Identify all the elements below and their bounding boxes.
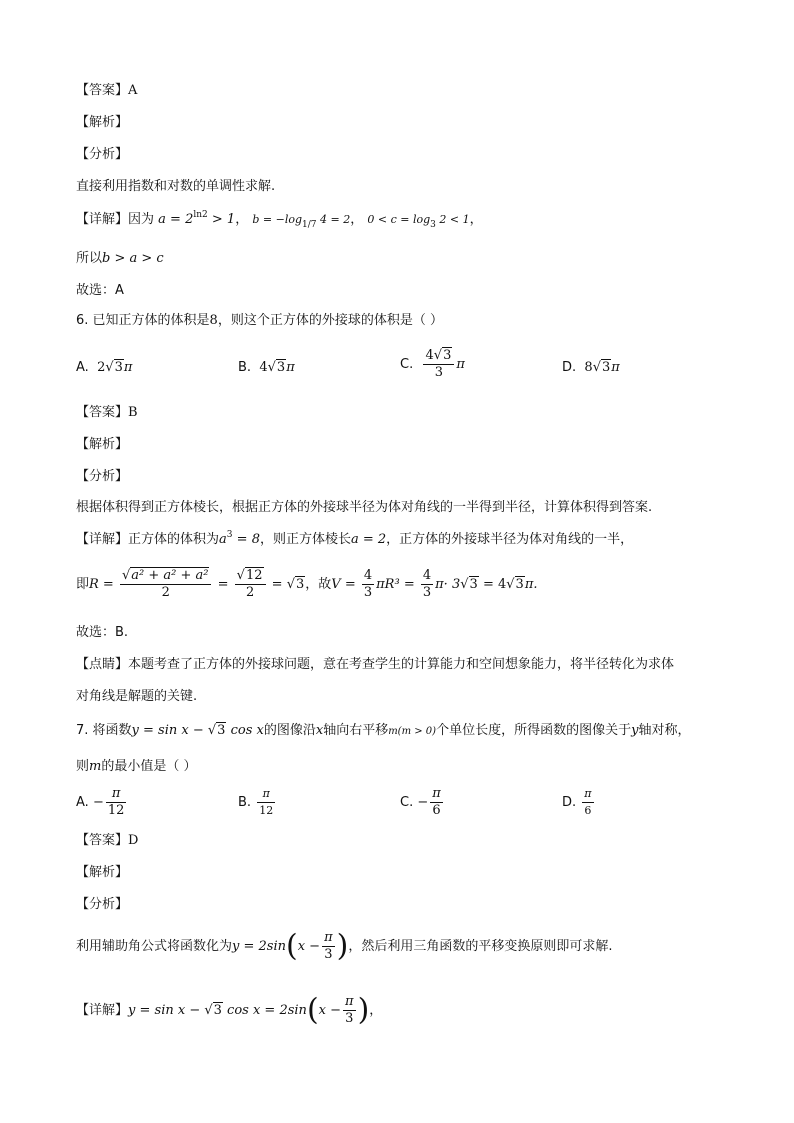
detail-tag: 【详解】 — [76, 1003, 129, 1018]
q7-option-a — [76, 786, 128, 819]
text: 则 — [76, 759, 90, 774]
expr: m(m > 0) — [388, 726, 437, 737]
answer-line-7 — [76, 832, 138, 850]
var-x: x — [315, 723, 324, 738]
option-letter: A. — [76, 795, 89, 810]
sign: − — [417, 795, 429, 810]
option-letter: B. — [238, 360, 252, 375]
q6-stem-pre: 6. 已知正方体的体积是 — [76, 313, 210, 328]
fraction: $\frac{4}{3}$ — [422, 568, 432, 600]
answer-value: B — [128, 405, 138, 420]
ji-text: 即 — [76, 577, 90, 592]
paren: ) — [336, 928, 349, 964]
expr-a: a = 2 — [158, 212, 194, 227]
answer-tag: 【答案】 — [76, 833, 129, 848]
analysis-tag-7: 【解析】 — [76, 865, 129, 880]
text: ， — [369, 1003, 383, 1018]
fraction: $\frac{\pi}{12}$ — [259, 787, 274, 817]
answer-line-5 — [76, 82, 137, 100]
equals: = — [271, 577, 283, 592]
expr-b-tail: 4 = 2 — [316, 213, 351, 226]
fraction: $\frac{\text{√a² + a² + a²}}{2}$ — [120, 568, 212, 601]
fenxi-tag-7: 【分析】 — [76, 897, 129, 912]
text: ，然后利用三角函数的平移变换原则即可求解. — [348, 939, 613, 954]
comment-line-2: 对角线是解题的关键. — [76, 689, 198, 704]
expr: cos x = 2sin — [222, 1003, 307, 1018]
option-letter: D. — [562, 795, 577, 810]
sqrt-expr: √3 — [204, 1003, 222, 1018]
gu-text: ，故 — [305, 577, 332, 592]
expr-c-base: 3 — [430, 220, 436, 230]
text: 利用辅助角公式将函数化为 — [76, 939, 233, 954]
fenxi-tag-6: 【分析】 — [76, 469, 129, 484]
answer-tag: 【答案】 — [76, 405, 129, 420]
q6-option-c — [400, 348, 465, 381]
option-letter: B. — [238, 795, 252, 810]
choose-6: 故选：B. — [76, 625, 129, 640]
paren: ( — [286, 928, 298, 964]
fraction: $\frac{\pi}{3}$ — [345, 994, 354, 1026]
option-letter: C. — [400, 357, 414, 372]
expr: x − — [318, 1003, 342, 1018]
var-m: m — [89, 759, 102, 774]
answer-line-6 — [76, 404, 138, 422]
detail-line-7 — [76, 994, 382, 1028]
q6-option-b — [238, 359, 295, 377]
expr: π. — [524, 577, 538, 592]
detail-tag: 【详解】 — [76, 212, 129, 227]
pi: π — [456, 357, 465, 372]
comment-tag: 【点睛】 — [76, 657, 129, 672]
equals: = — [217, 577, 229, 592]
fraction: $\frac{\pi}{6}$ — [584, 787, 592, 817]
q7-option-b — [238, 786, 277, 819]
option-letter: D. — [562, 360, 577, 375]
comma: ， — [350, 212, 364, 227]
detail-tag: 【详解】 — [76, 532, 129, 547]
sqrt-expr: √3 — [267, 360, 286, 375]
expr: V = — [331, 577, 356, 592]
fenxi-line-7 — [76, 930, 612, 964]
sqrt-expr: √3 — [286, 577, 305, 592]
comma: ， — [235, 212, 249, 227]
q6-stem — [76, 312, 443, 330]
answer-value: A — [128, 83, 138, 98]
choose-5: 故选：A — [76, 283, 124, 298]
sqrt-expr: √3 — [105, 360, 123, 375]
fenxi-text-5: 直接利用指数和对数的单调性求解. — [76, 179, 276, 194]
detail-line-5 — [76, 211, 483, 230]
paren: ( — [306, 992, 319, 1028]
comma: ， — [469, 212, 483, 227]
expr: x − — [297, 939, 321, 954]
pi: π — [286, 360, 295, 375]
option-coef: 4 — [259, 360, 268, 375]
q7-stem-pre: 7. 将函数 — [76, 723, 132, 738]
q6-option-d — [562, 359, 620, 377]
detail-text: ，正方体的外接球半径为体对角线的一半， — [386, 532, 634, 547]
sqrt-expr: √3 — [207, 723, 226, 738]
q7-stem-mid2: 轴向右平移 — [323, 723, 389, 738]
expr: a — [219, 532, 227, 547]
q7-stem — [76, 722, 690, 741]
fenxi-tag-5: 【分析】 — [76, 147, 129, 162]
fraction: $\frac{\pi}{6}$ — [432, 786, 441, 818]
fraction: $\frac{\pi}{3}$ — [324, 930, 333, 962]
option-coef: 8 — [584, 360, 593, 375]
comment-line-1 — [76, 656, 674, 674]
option-letter: C. — [400, 795, 414, 810]
expr: a = 2 — [350, 532, 387, 547]
q7-stem-mid: 的图像沿 — [263, 723, 316, 738]
expr: R = — [89, 577, 114, 592]
expr-c: 0 < c = log — [367, 213, 431, 226]
detail-text: ，则正方体棱长 — [259, 532, 351, 547]
answer-value: D — [128, 833, 139, 848]
expr: π· 3 — [435, 577, 461, 592]
expr: = 8 — [232, 532, 260, 547]
expr: y = 2sin — [232, 939, 286, 954]
so-expr: b > a > c — [102, 251, 164, 266]
radius-volume-line — [76, 568, 538, 602]
fraction: $\frac{√12}{2}$ — [235, 568, 266, 601]
exponent: 3 — [226, 530, 233, 540]
expr: y = sin x − — [131, 723, 208, 738]
q6-option-a — [76, 359, 132, 377]
q7-stem-line2 — [76, 758, 196, 776]
detail-text: 正方体的体积为 — [128, 532, 220, 547]
comment-text: 本题考查了正方体的外接球问题，意在考查学生的计算能力和空间想象能力，将半径转化为求体 — [128, 657, 675, 672]
q7-stem-post2: 轴对称， — [638, 723, 691, 738]
fraction: $\frac{4}{3}$ — [363, 568, 373, 600]
sqrt-expr: √3 — [592, 360, 611, 375]
expr-a-exp: ln2 — [193, 210, 208, 220]
paren: ) — [357, 992, 370, 1028]
analysis-tag-5: 【解析】 — [76, 115, 129, 130]
expr-c-tail: 2 < 1 — [435, 213, 470, 226]
q6-stem-num: 8 — [209, 313, 218, 328]
var-y: y — [631, 723, 639, 738]
q7-stem-post: 个单位长度，所得函数的图像关于 — [436, 723, 632, 738]
q7-option-c — [400, 786, 445, 819]
sqrt-expr: √3 — [460, 577, 478, 592]
q7-option-d — [562, 786, 596, 819]
text: 的最小值是（ ） — [101, 759, 197, 774]
q6-stem-post: ，则这个正方体的外接球的体积是（ ） — [217, 313, 443, 328]
so-prefix: 所以 — [76, 251, 103, 266]
expr: y = sin x − — [128, 1003, 205, 1018]
expr-b: b = −log — [252, 213, 303, 226]
analysis-tag-6: 【解析】 — [76, 437, 129, 452]
fenxi-text-6: 根据体积得到正方体棱长，根据正方体的外接球半径为体对角线的一半得到半径，计算体积得到答案. — [76, 500, 653, 515]
answer-tag: 【答案】 — [76, 83, 129, 98]
sqrt-expr: √3 — [506, 577, 524, 592]
option-letter: A. — [76, 360, 89, 375]
expr: cos x — [226, 723, 264, 738]
pi: π — [611, 360, 620, 375]
expr-a-tail: > 1 — [207, 212, 236, 227]
expr: = 4 — [478, 577, 507, 592]
detail-prefix: 因为 — [128, 212, 155, 227]
so-line-5 — [76, 250, 164, 268]
fraction: $\frac{4√3}{3}$ — [423, 348, 454, 381]
detail-line-6 — [76, 531, 633, 550]
option-coef: 2 — [97, 360, 106, 375]
sign: − — [92, 795, 104, 810]
pi: π — [123, 360, 133, 375]
expr-b-base: 1/7 — [302, 220, 317, 230]
fraction: $\frac{\pi}{12}$ — [107, 786, 125, 818]
expr: πR³ = — [376, 577, 415, 592]
